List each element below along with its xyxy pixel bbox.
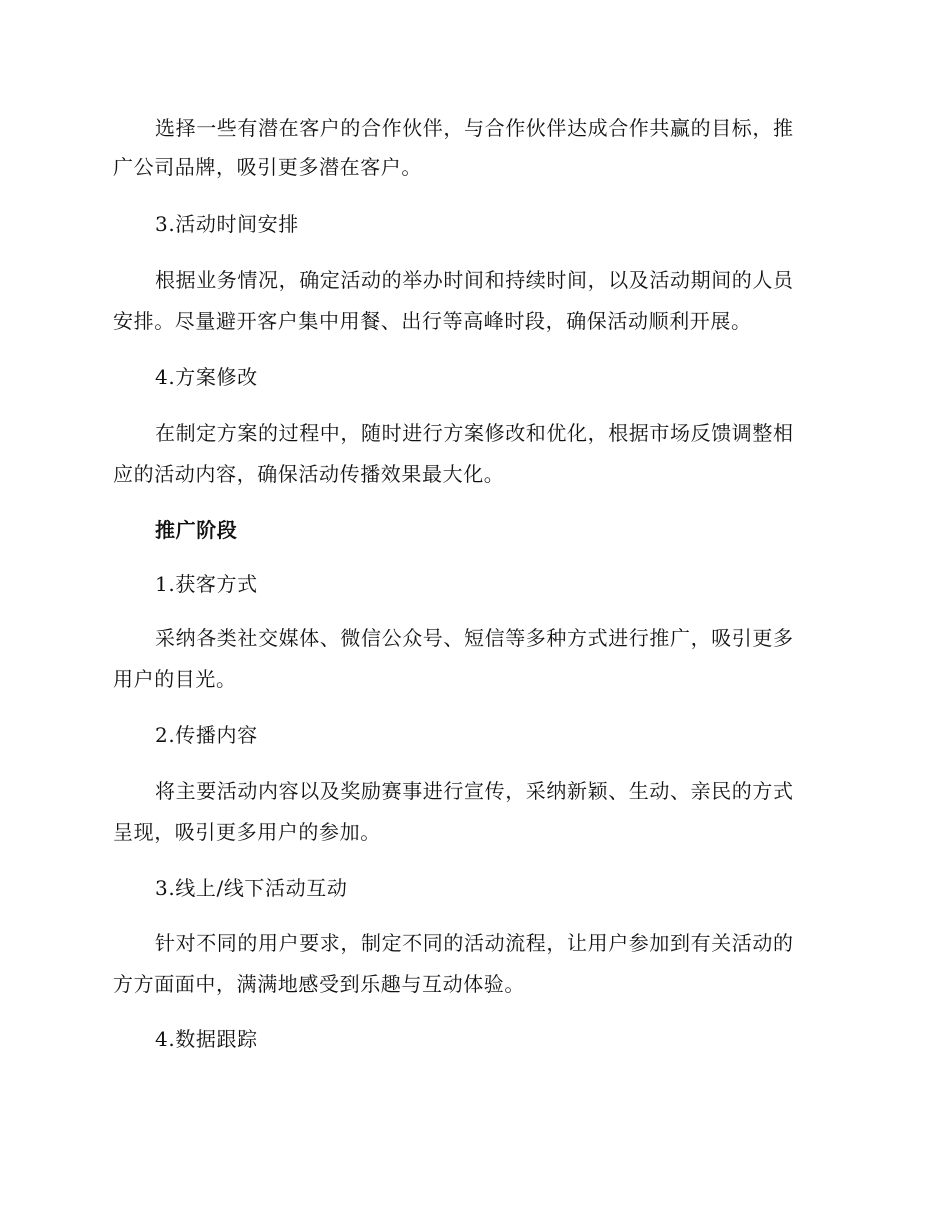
paragraph-schedule-line-2: 安排。尽量避开客户集中用餐、出行等高峰时段，确保活动顺利开展。	[113, 309, 752, 333]
heading-data-tracking: 4.数据跟踪	[155, 1027, 258, 1051]
heading-plan-revision: 4.方案修改	[155, 365, 258, 389]
paragraph-schedule-line-1: 根据业务情况，确定活动的举办时间和持续时间，以及活动期间的人员	[155, 268, 794, 292]
paragraph-broadcast-line-2: 呈现，吸引更多用户的参加。	[113, 820, 381, 844]
heading-broadcast-content: 2.传播内容	[155, 723, 258, 747]
paragraph-broadcast-line-1: 将主要活动内容以及奖励赛事进行宣传，采纳新颖、生动、亲民的方式	[155, 779, 794, 803]
paragraph-partners-line-2: 广公司品牌，吸引更多潜在客户。	[113, 155, 422, 179]
section-title-promotion-stage: 推广阶段	[155, 518, 238, 542]
heading-online-offline-interaction: 3.线上/线下活动互动	[155, 876, 348, 900]
paragraph-partners-line-1: 选择一些有潜在客户的合作伙伴，与合作伙伴达成合作共赢的目标，推	[155, 116, 794, 140]
heading-customer-acquisition: 1.获客方式	[155, 572, 258, 596]
paragraph-acquisition-line-2: 用户的目光。	[113, 667, 237, 691]
paragraph-interaction-line-2: 方方面面中，满满地感受到乐趣与互动体验。	[113, 972, 525, 996]
paragraph-acquisition-line-1: 采纳各类社交媒体、微信公众号、短信等多种方式进行推广，吸引更多	[155, 626, 794, 650]
paragraph-revision-line-1: 在制定方案的过程中，随时进行方案修改和优化，根据市场反馈调整相	[155, 421, 794, 445]
heading-activity-schedule: 3.活动时间安排	[155, 212, 299, 236]
paragraph-interaction-line-1: 针对不同的用户要求，制定不同的活动流程，让用户参加到有关活动的	[155, 931, 794, 955]
paragraph-revision-line-2: 应的活动内容，确保活动传播效果最大化。	[113, 462, 505, 486]
